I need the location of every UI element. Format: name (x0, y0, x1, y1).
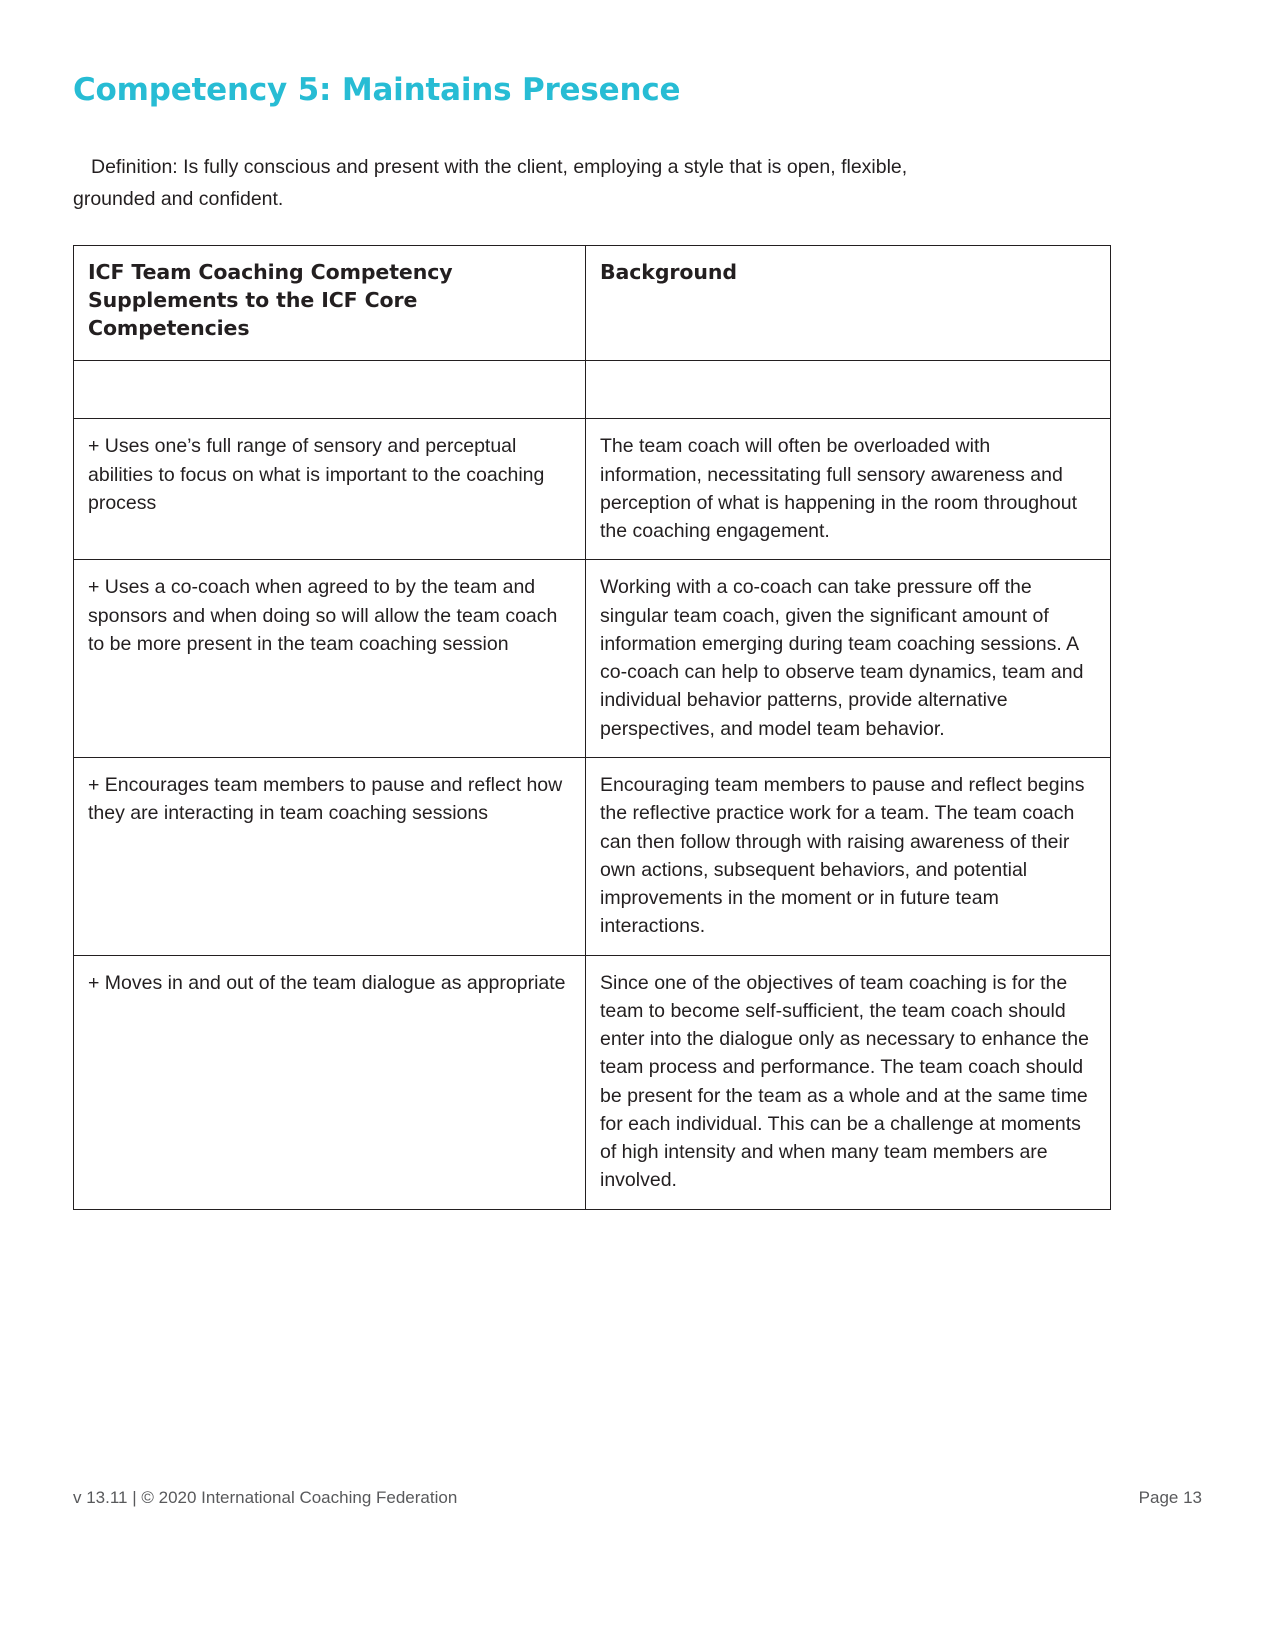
table-row (74, 361, 1111, 419)
cell-competency (74, 361, 586, 419)
competency-table (73, 245, 1111, 1209)
cell-background: Since one of the objectives of team coaching is for the team to become self-sufficient, the team coach should enter into the dialogue only as necessary to enhance the team process and performance. The team coach should be present for the team as a whole and at the same time for each individual. This can be a challenge at moments of high intensity and when many team members are involved. (586, 955, 1111, 1209)
cell-competency: + Moves in and out of the team dialogue as appropriate (74, 955, 586, 1209)
page-content (73, 0, 1110, 1210)
footer-page-number: Page 13 (1138, 1488, 1202, 1507)
cell-competency: + Uses a co-coach when agreed to by the team and sponsors and when doing so will allow the team coach to be more present in the team coaching session (74, 560, 586, 758)
cell-background: Encouraging team members to pause and reflect begins the reflective practice work for a team. The team coach can then follow through with raising awareness of their own actions, subsequent behaviors, and potential improvements in the moment or in future team interactions. (586, 758, 1111, 956)
table-row (74, 955, 1111, 1209)
page-title: Competency 5: Maintains Presence (73, 72, 681, 108)
cell-background: Working with a co-coach can take pressure off the singular team coach, given the significant amount of information emerging during team coaching sessions. A co-coach can help to observe team dynamics, team and individual behavior patterns, provide alternative perspectives, and model team behavior. (586, 560, 1111, 758)
column-header-competency: ICF Team Coaching Competency Supplements to the ICF Core Competencies (74, 246, 586, 361)
definition-paragraph (73, 152, 973, 215)
table-row (74, 560, 1111, 758)
definition-text: Definition: Is fully conscious and present with the client, employing a style that is open, flexible, grounded and confident. (73, 156, 908, 210)
table-row (74, 758, 1111, 956)
page-footer (73, 1488, 1202, 1508)
cell-competency: + Uses one’s full range of sensory and perceptual abilities to focus on what is important to the coaching process (74, 419, 586, 560)
cell-competency: + Encourages team members to pause and reflect how they are interacting in team coaching sessions (74, 758, 586, 956)
table-header-row (74, 246, 1111, 361)
column-header-background: Background (586, 246, 1111, 361)
table-row (74, 419, 1111, 560)
cell-background: The team coach will often be overloaded with information, necessitating full sensory awareness and perception of what is happening in the room throughout the coaching engagement. (586, 419, 1111, 560)
footer-version-copyright: v 13.11 | © 2020 International Coaching Federation (73, 1488, 458, 1507)
cell-background (586, 361, 1111, 419)
